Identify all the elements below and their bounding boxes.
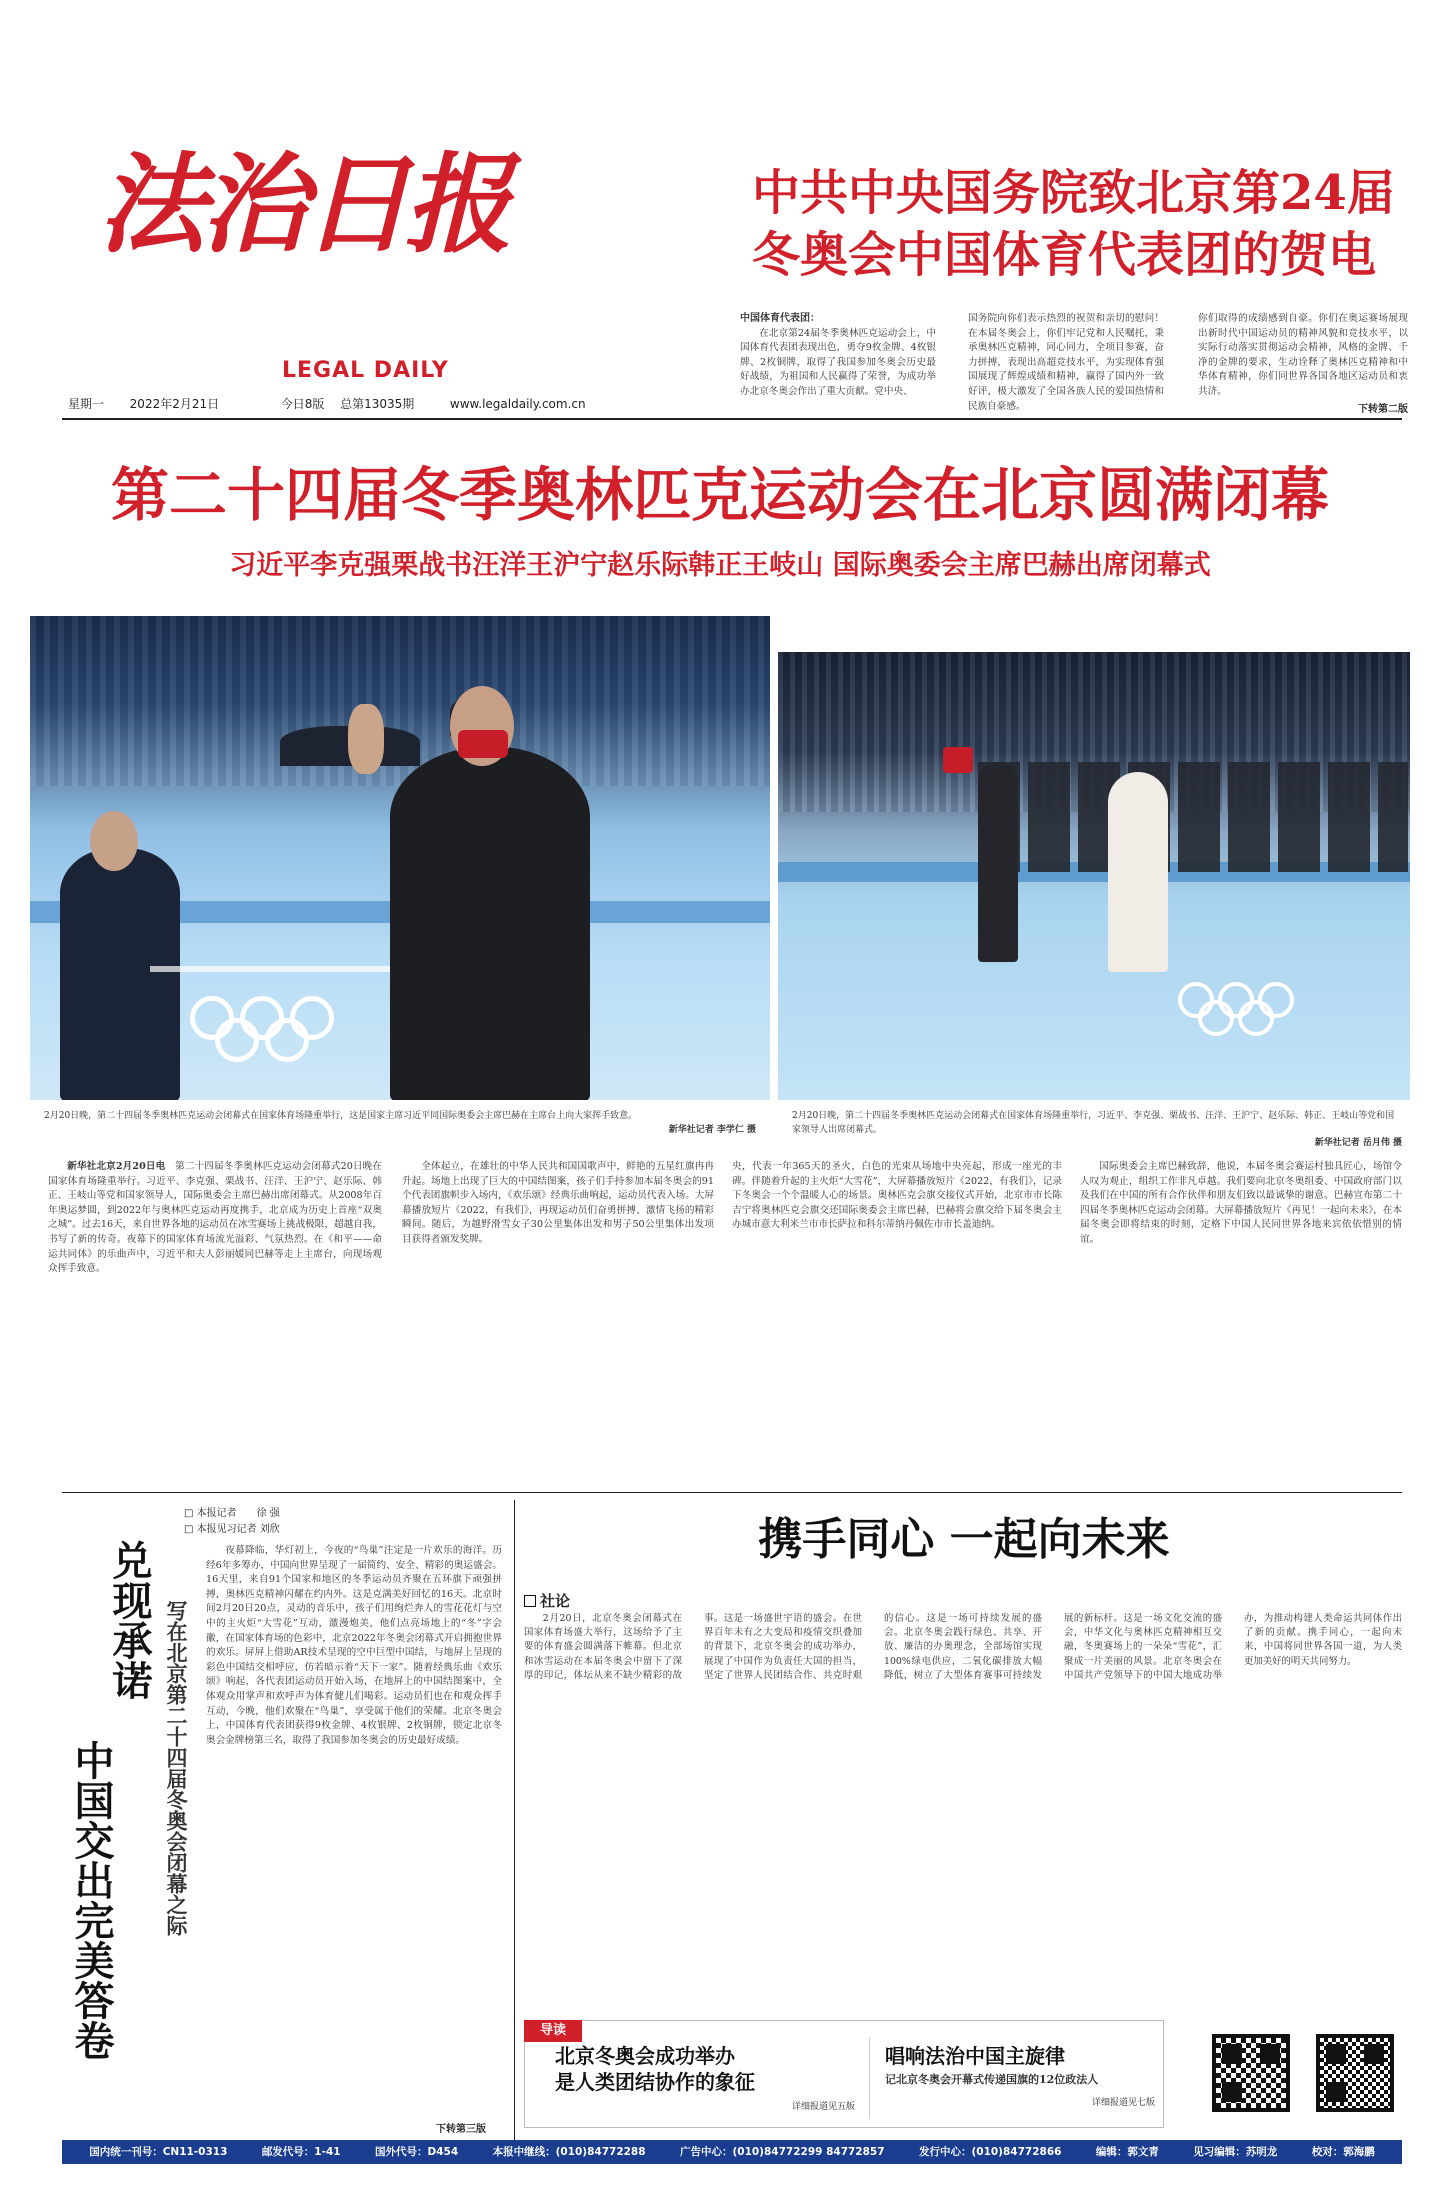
byline: □ 本报见习记者 刘欣 [184,1524,280,1535]
top-story-column [968,312,1164,416]
footer-item: 本报中继线：(010)84772288 [492,2146,646,2158]
footer-item: 编辑：郭文青 [1095,2146,1159,2158]
promo-right[interactable] [885,2043,1155,2108]
promo-box [524,2020,1164,2128]
closing-ceremony-photo-2 [778,652,1410,1100]
photo-1-caption-text: 2月20日晚，第二十四届冬季奥林匹克运动会闭幕式在国家体育场隆重举行，这是国家主席习近平同国际奥委会主席巴赫在主席台上向大家挥手致意。 [44,1111,638,1121]
top-story-body [740,312,1408,416]
editorial-paragraph: 2月20日，北京冬奥会闭幕式在国家体育场盛大举行，这场给予了主要的体育盛会圆满落下帷幕。但北京和冰雪运动在本届冬奥会中留下了深厚的印记，体坛从来不缺少精彩的故事。这是一场盛世宇语的盛会。在世界百年未有之大变局和疫情交织叠加的背景下，北京冬奥会的成功举办，展现了中国作为负责任大国的担当，坚定了世界人民团结合作、共克时艰的信心。这是一场可持续发展的盛会。北京冬奥会践行绿色、共享、开放、廉洁的办奥理念，全部场馆实现100%绿电供应，二氧化碳排放大幅降低，树立了大型体育赛事可持续发展的新标杆。这是一场文化交流的盛会，中华文化与奥林匹克精神相互交融，冬奥赛场上的一朵朵“雪花”，汇聚成一片美丽的风景。北京冬奥会在中国共产党领导下的中国大地成功举办，为推动构建人类命运共同体作出了新的贡献。携手同心，一起向未来，中国将同世界各国一道，为人类更加美好的明天共同努力。 [524,1613,1402,1681]
top-story-paragraph: 国务院向你们表示热烈的祝贺和亲切的慰问！在本届冬奥会上，你们牢记党和人民嘱托，秉承奥林匹克精神，同心同力，全项目参赛，奋力拼搏，表现出高超竞技水平，为实现体育强国展现了辉煌成绩和精神，赢得了国内外一致好评，极大激发了全国各族人民的爱国热情和民族自豪感。 [968,313,1164,412]
commentary-continued: 下转第三版 [436,2124,486,2135]
main-story-paragraph: 国际奥委会主席巴赫致辞，他说，本届冬奥会赛运村独具匠心，场馆令人叹为观止，组织工作非凡卓越。我们要向北京冬奥组委、中国政府部门以及我们在中国的所有合作伙伴和朋友们致以最诚挚的谢意。巴赫宣布第二十四届冬季奥林匹克运动会闭幕。大屏幕播放短片《再见！一起向未来》，在本届冬奥会即将结束的时刻，定格下中国人民同世界各地来宾依依惜别的情谊。 [1080,1161,1402,1245]
main-story-paragraph: 央，代表一年365天的圣火，白色的光束从场地中央亮起，形成一座光的丰碑。伴随着升起的主火炬“大雪花”，大屏幕播放短片《2022，有我们》，记录下冬奥会一个个温暖人心的场景。奥林匹克会旗交接仪式开始，北京市市长陈吉宁将奥林匹克会旗交还国际奥委会主席巴赫，巴赫将会旗交给下届冬奥会主办城市意大利米兰市市长萨拉和科尔蒂纳丹佩佐市市长盖迪纳。 [732,1161,1062,1231]
top-story-paragraph: 你们取得的成绩感到自豪。你们在奥运赛场展现出新时代中国运动员的精神风貌和竞技水平，以实际行动落实贯彻运动会精神，风格的金牌、千净的金牌的要求，生动诠释了奥林匹克精神和中华体育精神，你们同世界各国各地区运动员和衷共济。 [1198,313,1408,397]
editorial-label-icon [524,1595,536,1607]
commentary-title-line-1: 兑现承诺 [106,1540,153,1700]
top-headline [752,162,1412,286]
promo-left-title-2: 是人类团结协作的象征 [555,2070,755,2094]
commentary-body [206,1544,502,2114]
main-headline: 第二十四届冬季奥林匹克运动会在北京圆满闭幕 [110,461,1329,529]
promo-label: 导读 [524,2020,582,2042]
footer-item: 校对：郭海鹏 [1311,2146,1375,2158]
promo-left[interactable] [555,2043,855,2112]
main-story-paragraph: 全体起立，在雄壮的中华人民共和国国歌声中，鲜艳的五星红旗冉冉升起。场地上出现了巨大的中国结图案，孩子们手持参加本届冬奥会的91个代表团旗帜步入场内，《欢乐颂》经典乐曲响起，运动员代表入场。大屏幕播放短片《2022，有我们》，再现运动员们奋勇拼搏、激情飞扬的精彩瞬间。随后，为越野滑雪女子30公里集体出发和男子50公里集体出发项目获得者颁发奖牌。 [402,1161,714,1245]
promo-right-title: 唱响法治中国主旋律 [885,2044,1065,2068]
commentary-subtitle: 写在北京第二十四届冬奥会闭幕之际 [164,1600,189,1936]
website[interactable]: www.legaldaily.com.cn [449,397,586,411]
footer-item: 见习编辑：苏明龙 [1193,2146,1278,2158]
photo-2-credit: 新华社记者 岳月伟 摄 [1314,1138,1402,1148]
photo-2-caption-text: 2月20日晚，第二十四届冬季奥林匹克运动会闭幕式在国家体育场隆重举行，习近平、李克强、栗战书、汪洋、王沪宁、赵乐际、韩正、王岐山等党和国家领导人出席闭幕式。 [792,1111,1395,1135]
footer-bar [62,2140,1402,2164]
footer-item: 国内统一刊号：CN11-0313 [89,2146,228,2158]
olympic-rings-icon [190,996,340,1066]
photo-1-credit: 新华社记者 李学仁 摄 [668,1124,756,1135]
photo-1-caption [44,1110,756,1137]
footer-item: 邮发代号：1-41 [261,2146,341,2158]
promo-left-title-1: 北京冬奥会成功举办 [555,2044,735,2068]
section-rule [62,1492,1402,1493]
top-story-paragraph: 在北京第24届冬季奥林匹克运动会上，中国体育代表团表现出色，勇夺9枚金牌、4枚银牌、2枚铜牌，取得了我国参加冬奥会历史最好战绩，为祖国和人民赢得了荣誉，为成功举办北京冬奥会作出了重大贡献。党中央、 [740,327,936,397]
top-story-greeting: 中国体育代表团： [740,313,820,324]
page-count: 今日8版 [280,397,325,411]
dateline: 新华社北京2月20日电 [67,1161,166,1172]
editorial-body [524,1612,1402,2004]
main-story-column [48,1160,382,1480]
olympic-rings-icon [1178,982,1298,1042]
issue-date: 2022年2月21日 [129,397,220,411]
top-story-column [740,312,936,416]
main-story-paragraph: 第二十四届冬季奥林匹克运动会闭幕式20日晚在国家体育场隆重举行。习近平、李克强、栗战书、汪洋、王沪宁、赵乐际、韩正、王岐山等党和国家领导人，国际奥委会主席巴赫出席闭幕式。从2008年百年奥运梦圆，到2022年与奥林匹克运动再度携手，北京成为历史上首座“双奥之城”。过去16天，来自世界各地的运动员在冰雪赛场上挑战极限，超越自我，书写了新的传奇。夜幕下的国家体育场流光溢彩、气氛热烈。在《和平——命运共同体》的乐曲声中，习近平和夫人彭丽媛同巴赫等走上主席台，向现场观众挥手致意。 [48,1161,382,1275]
issue-number: 总第13035期 [340,397,415,411]
top-story-continued: 下转第二版 [1358,404,1408,415]
footer-item: 国外代号：D454 [375,2146,459,2158]
promo-right-ref: 详细报道见七版 [1091,2098,1155,2108]
commentary-title-line-2: 中国交出完美答卷 [68,1740,115,2060]
masthead-english: LEGAL DAILY [282,358,449,383]
closing-ceremony-photo-1 [30,616,770,1100]
masthead-rule [62,418,1402,420]
main-story-column [402,1160,714,1480]
main-story-column [1080,1160,1402,1480]
footer-item: 广告中心：(010)84772299 84772857 [679,2146,885,2158]
top-headline-line-1: 中共中央国务院致北京第24届 [752,165,1395,221]
commentary-paragraph: 夜幕降临，华灯初上，今夜的“鸟巢”注定是一片欢乐的海洋。历经6年多筹办，中国向世界呈现了一届简约、安全、精彩的奥运盛会。16天里，来自91个国家和地区的冬季运动员齐聚在五环旗下顽强拼搏，奥林匹克精神闪耀在约内外。这是克满美好回忆的16天。北京时间2月20日20点，灵动的音乐中，孩子们用绚烂奔人的雪花花灯与空中的主火炬“大雪花”互动，激漫炮美，他们点亮场地上的“冬”字会徽，在国家体育场的色彩中，北京2022年冬奥会闭幕式开启拥抱世界的欢乐。屏屏上借助AR技术呈现的空中巨型中国结，与地屏上呈现的彩色中国结交相呼应，仿若暗示着“天下一家”。随着经典乐曲《欢乐颂》响起，各代表团运动员开始入场，在地屏上的中国结图案中，全体观众用掌声和欢呼声为体育健儿们喝彩。运动员们也在和观众挥手互动，今晚，他们欢聚在“鸟巢”，享受属于他们的荣耀。北京冬奥会上，中国体育代表团获得9枚金牌、4枚银牌、2枚铜牌，锁定北京冬奥会金牌榜第三名，取得了我国参加冬奥会的历史最好成绩。 [206,1545,502,1746]
editorial-headline: 携手同心 一起向未来 [758,1514,1170,1565]
weekday: 星期一 [68,397,105,411]
promo-left-ref: 详细报道见五版 [791,2102,855,2112]
main-story-column [732,1160,1062,1480]
masthead-logo: 法治日报 [98,142,507,268]
photo-2-caption [792,1110,1402,1151]
editorial-label-text: 社论 [540,1592,571,1610]
qr-code-icon[interactable] [1316,2034,1394,2112]
main-subhead: 习近平李克强栗战书汪洋王沪宁赵乐际韩正王岐山 国际奥委会主席巴赫出席闭幕式 [229,550,1211,581]
masthead-info-bar [68,392,660,416]
promo-right-subtitle: 记北京冬奥会开幕式传递国旗的12位政法人 [885,2073,1099,2086]
top-story-column [1198,312,1408,402]
byline: □ 本报记者 徐 强 [184,1508,280,1519]
commentary-bylines [184,1506,280,1538]
footer-item: 发行中心：(010)84772866 [918,2146,1062,2158]
commentary-title [68,1540,152,2120]
top-headline-line-2: 冬奥会中国体育代表团的贺电 [752,227,1377,283]
column-divider [514,1500,515,2140]
editorial-label [524,1590,570,1611]
qr-code-icon[interactable] [1212,2034,1290,2112]
